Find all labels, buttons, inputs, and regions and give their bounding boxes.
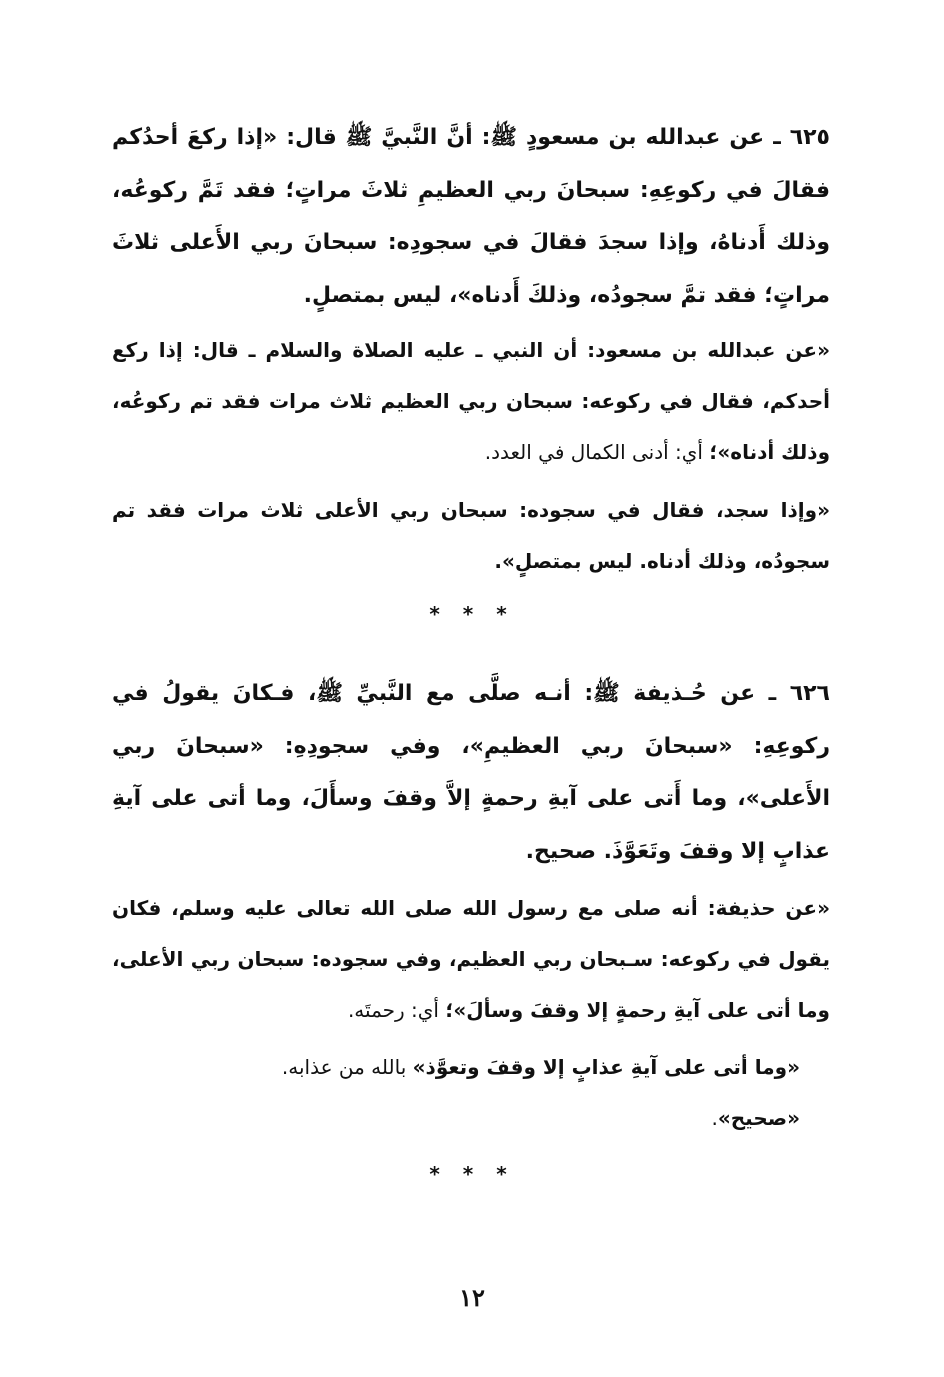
- commentary-625-para-2: «وإذا سجد، فقال في سجوده: سبحان ربي الأعلى ثلاث مرات فقد تم سجودُه، وذلك أدناه. ليس بمتصلٍ».: [112, 498, 830, 573]
- grading-period: .: [711, 1106, 718, 1130]
- commentary-626-quote-2: «وما أتى على آيةِ عذابٍ إلا وقفَ وتعوَّذ»: [412, 1055, 800, 1079]
- commentary-626-gloss: أي: رحمتَه.: [347, 998, 446, 1022]
- page-number: ١٢: [459, 1283, 485, 1312]
- hadith-625: ٦٢٥ ـ عن عبدالله بن مسعودٍ ﷺ: أنَّ النَّبيَّ ﷺ قال: «إذا ركعَ أحدُكم فقالَ في ركوعِهِ: سبحانَ ربي العظيمِ ثلاثَ مراتٍ؛ فقد تَمَّ ركوعُه، وذلك أَدناهُ، وإذا سجدَ فقالَ في سجودِه: سبحانَ ربي الأَعلى ثلاثَ مراتٍ؛ فقد تمَّ سجودُه، وذلكَ أَدناه»، ليس بمتصلٍ.: [112, 125, 830, 308]
- commentary-626-para-2: [112, 1042, 830, 1093]
- commentary-625-quote: «عن عبدالله بن مسعود: أن النبي ـ عليه الصلاة والسلام ـ قال: إذا ركع أحدكم، فقال في ركوعه: سبحان ربي العظيم ثلاث مرات فقد تم ركوعُه، وذلك أدناه»؛: [112, 338, 830, 464]
- hadith-626: ٦٢٦ ـ عن حُـذيفة ﷺ: أنـه صلَّى مع النَّبيِّ ﷺ، فـكانَ يقولُ في ركوعِهِ: «سبحانَ ربي العظيمِ»، وفي سجودِهِ: «سبحانَ ربي الأَعلى»، وما أَتى على آيةِ رحمةٍ إلاَّ وقفَ وسأَلَ، وما أتى على آيةِ عذابٍ إلا وقفَ وتَعَوَّذَ. صحيح.: [112, 681, 830, 864]
- commentary-625-para-1: [112, 325, 830, 478]
- section-separator-2: * * *: [429, 1162, 515, 1186]
- section-separator: * * *: [429, 602, 515, 626]
- commentary-626-para-3: [112, 1093, 830, 1144]
- commentary-625-gloss: أي: أدنى الكمال في العدد.: [484, 440, 710, 464]
- commentary-626-quote: «عن حذيفة: أنه صلى مع رسول الله صلى الله تعالى عليه وسلم، فكان يقول في ركوعه: سـبحان ربي العظيم، وفي سجوده: سبحان ربي الأعلى، وما أتى على آيةِ رحمةٍ إلا وقفَ وسألَ»؛: [112, 896, 830, 1022]
- commentary-626-para-1: [112, 883, 830, 1036]
- commentary-626-gloss-2: بالله من عذابه.: [281, 1055, 413, 1079]
- grading-label: «صحيح»: [717, 1106, 800, 1130]
